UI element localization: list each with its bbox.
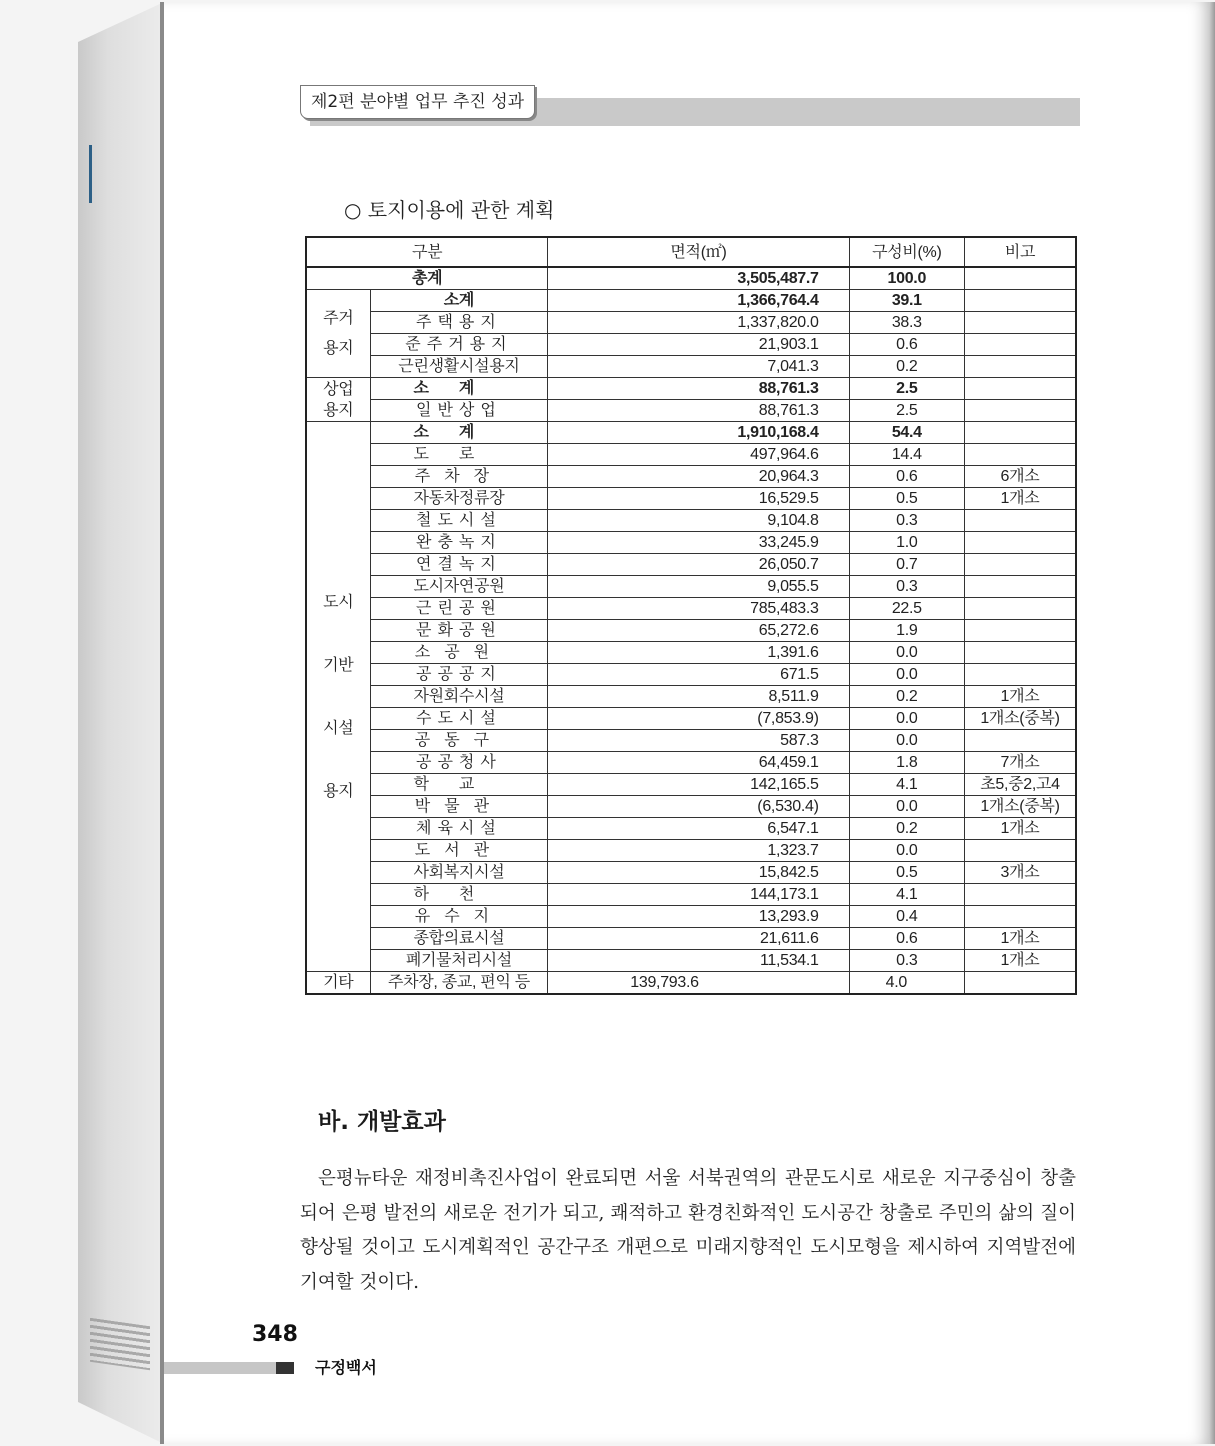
ratio-value: 0.2 <box>849 818 964 840</box>
area-value: 88,761.3 <box>548 378 849 400</box>
area-value: 8,511.9 <box>548 686 849 708</box>
table-row <box>306 884 1076 906</box>
page-edge-shadow <box>1209 2 1215 1444</box>
note-value <box>964 642 1076 664</box>
table-row <box>306 576 1076 598</box>
item-label: 주차장, 종교, 편익 등 <box>370 972 548 995</box>
table-row <box>306 466 1076 488</box>
note-value: 3개소 <box>964 862 1076 884</box>
note-value: 1개소(중복) <box>964 796 1076 818</box>
category-label-part: 시설 <box>323 719 354 737</box>
note-value: 1개소 <box>964 928 1076 950</box>
item-label: 소공원 <box>370 642 548 664</box>
note-value <box>964 620 1076 642</box>
table-row <box>306 400 1076 422</box>
item-label: 연결녹지 <box>370 554 548 576</box>
spine-marker <box>89 145 92 203</box>
ratio-value: 2.5 <box>849 400 964 422</box>
note-value <box>964 356 1076 378</box>
ratio-value: 2.5 <box>849 378 964 400</box>
area-value: 1,366,764.4 <box>548 290 849 312</box>
item-label: 소계 <box>370 290 548 312</box>
item-label: 도로 <box>370 444 548 466</box>
area-value: 139,793.6 <box>548 972 849 995</box>
item-label: 문화공원 <box>370 620 548 642</box>
ratio-value: 0.0 <box>849 840 964 862</box>
ratio-value: 0.6 <box>849 928 964 950</box>
category-label-part: 용지 <box>323 782 354 800</box>
table-row <box>306 818 1076 840</box>
ratio-value: 22.5 <box>849 598 964 620</box>
chapter-tab: 제2편 분야별 업무 추진 성과 <box>300 85 535 119</box>
item-label: 소계 <box>370 422 548 444</box>
area-value: 65,272.6 <box>548 620 849 642</box>
table-row <box>306 708 1076 730</box>
table-row <box>306 950 1076 972</box>
land-use-table <box>305 236 1077 995</box>
ratio-value: 0.3 <box>849 510 964 532</box>
note-value <box>964 884 1076 906</box>
item-label: 하천 <box>370 884 548 906</box>
area-value: 64,459.1 <box>548 752 849 774</box>
ratio-value: 0.6 <box>849 466 964 488</box>
area-value: 671.5 <box>548 664 849 686</box>
ratio-value: 0.5 <box>849 488 964 510</box>
note-value <box>964 972 1076 995</box>
ratio-value: 38.3 <box>849 312 964 334</box>
area-value: 11,534.1 <box>548 950 849 972</box>
item-label: 철도시설 <box>370 510 548 532</box>
table-row <box>306 664 1076 686</box>
area-value: 13,293.9 <box>548 906 849 928</box>
table-row <box>306 730 1076 752</box>
note-value: 1개소 <box>964 950 1076 972</box>
note-value: 7개소 <box>964 752 1076 774</box>
table-row <box>306 862 1076 884</box>
category-label: 상업용지 <box>323 380 354 419</box>
table-row <box>306 554 1076 576</box>
section-heading: ○ 토지이용에 관한 계획 <box>344 198 555 222</box>
ratio-value: 39.1 <box>849 290 964 312</box>
area-value: 1,391.6 <box>548 642 849 664</box>
category-commercial <box>306 378 370 422</box>
note-value <box>964 334 1076 356</box>
table-row-total <box>306 267 1076 290</box>
ratio-value: 4.1 <box>849 884 964 906</box>
ratio-value: 14.4 <box>849 444 964 466</box>
note-value <box>964 510 1076 532</box>
table-row <box>306 642 1076 664</box>
table-row <box>306 928 1076 950</box>
area-value: 9,104.8 <box>548 510 849 532</box>
footer-bar <box>164 1362 276 1374</box>
note-value <box>964 422 1076 444</box>
note-value <box>964 576 1076 598</box>
table-header-row <box>306 237 1076 267</box>
item-label: 종합의료시설 <box>370 928 548 950</box>
total-label: 총계 <box>306 267 548 290</box>
item-label: 근린공원 <box>370 598 548 620</box>
table-row <box>306 532 1076 554</box>
ratio-value: 0.2 <box>849 356 964 378</box>
item-label: 학교 <box>370 774 548 796</box>
ratio-value: 0.3 <box>849 576 964 598</box>
category-infrastructure <box>306 422 370 972</box>
note-value: 6개소 <box>964 466 1076 488</box>
category-residential <box>306 290 370 378</box>
table-row <box>306 840 1076 862</box>
ratio-value: 4.0 <box>849 972 964 995</box>
note-value <box>964 312 1076 334</box>
page-number: 348 <box>252 1322 298 1347</box>
ratio-value: 0.3 <box>849 950 964 972</box>
ratio-value: 54.4 <box>849 422 964 444</box>
table-row <box>306 774 1076 796</box>
footer-block <box>276 1362 294 1374</box>
table-row <box>306 752 1076 774</box>
area-value: 15,842.5 <box>548 862 849 884</box>
area-value: 21,903.1 <box>548 334 849 356</box>
ratio-value: 0.2 <box>849 686 964 708</box>
table-row <box>306 510 1076 532</box>
item-label: 유수지 <box>370 906 548 928</box>
table-row <box>306 796 1076 818</box>
table-row <box>306 378 1076 400</box>
area-value: 20,964.3 <box>548 466 849 488</box>
item-label: 체육시설 <box>370 818 548 840</box>
area-value: (7,853.9) <box>548 708 849 730</box>
total-area: 3,505,487.7 <box>548 267 849 290</box>
table-row <box>306 488 1076 510</box>
header-note: 비고 <box>964 237 1076 267</box>
note-value <box>964 400 1076 422</box>
area-value: 1,910,168.4 <box>548 422 849 444</box>
category-label: 주거용지 <box>323 309 354 357</box>
area-value: (6,530.4) <box>548 796 849 818</box>
item-label: 자원회수시설 <box>370 686 548 708</box>
item-label: 준주거용지 <box>370 334 548 356</box>
note-value <box>964 730 1076 752</box>
note-value <box>964 378 1076 400</box>
item-label: 박물관 <box>370 796 548 818</box>
table-row <box>306 686 1076 708</box>
table-row <box>306 422 1076 444</box>
ratio-value: 0.0 <box>849 708 964 730</box>
item-label: 도서관 <box>370 840 548 862</box>
area-value: 88,761.3 <box>548 400 849 422</box>
book-spine-side <box>78 2 164 1444</box>
area-value: 587.3 <box>548 730 849 752</box>
area-value: 26,050.7 <box>548 554 849 576</box>
table-row <box>306 598 1076 620</box>
item-label: 소계 <box>370 378 548 400</box>
ratio-value: 0.4 <box>849 906 964 928</box>
area-value: 9,055.5 <box>548 576 849 598</box>
table-row <box>306 444 1076 466</box>
note-value: 1개소 <box>964 686 1076 708</box>
item-label: 완충녹지 <box>370 532 548 554</box>
area-value: 6,547.1 <box>548 818 849 840</box>
item-label: 자동차정류장 <box>370 488 548 510</box>
item-label: 도시자연공원 <box>370 576 548 598</box>
table-row <box>306 906 1076 928</box>
table-row <box>306 620 1076 642</box>
item-label: 공공공지 <box>370 664 548 686</box>
area-value: 142,165.5 <box>548 774 849 796</box>
category-label-part: 도시 <box>323 593 354 611</box>
table-row <box>306 356 1076 378</box>
ratio-value: 0.7 <box>849 554 964 576</box>
area-value: 785,483.3 <box>548 598 849 620</box>
ratio-value: 0.5 <box>849 862 964 884</box>
development-heading: 바. 개발효과 <box>318 1109 446 1135</box>
ratio-value: 0.0 <box>849 642 964 664</box>
total-ratio: 100.0 <box>849 267 964 290</box>
note-value: 1개소 <box>964 488 1076 510</box>
header-category: 구분 <box>306 237 548 267</box>
note-value <box>964 598 1076 620</box>
development-paragraph: 은평뉴타운 재정비촉진사업이 완료되면 서울 서북권역의 관문도시로 새로운 지구중심이 창출되어 은평 발전의 새로운 전기가 되고, 쾌적하고 환경친화적인 도시공간 창출로 주민의 삶의 질이 향상될 것이고 도시계획적인 공간구조 개편으로 미래지향적인 도시모형을 제시하여 지역발전에 기여할 것이다. <box>300 1168 1076 1293</box>
area-value: 1,323.7 <box>548 840 849 862</box>
table-row <box>306 334 1076 356</box>
item-label: 폐기물처리시설 <box>370 950 548 972</box>
note-value <box>964 444 1076 466</box>
ratio-value: 4.1 <box>849 774 964 796</box>
area-value: 21,611.6 <box>548 928 849 950</box>
area-value: 7,041.3 <box>548 356 849 378</box>
table-row <box>306 290 1076 312</box>
ratio-value: 1.9 <box>849 620 964 642</box>
category-label-part: 기반 <box>323 656 354 674</box>
spine-stripe <box>90 1318 150 1370</box>
area-value: 144,173.1 <box>548 884 849 906</box>
note-value <box>964 554 1076 576</box>
area-value: 1,337,820.0 <box>548 312 849 334</box>
area-value: 16,529.5 <box>548 488 849 510</box>
note-value <box>964 906 1076 928</box>
table-row <box>306 972 1076 995</box>
ratio-value: 0.6 <box>849 334 964 356</box>
note-value: 초5,중2,고4 <box>964 774 1076 796</box>
total-note <box>964 267 1076 290</box>
header-ratio: 구성비(%) <box>849 237 964 267</box>
note-value <box>964 840 1076 862</box>
item-label: 공공청사 <box>370 752 548 774</box>
item-label: 주차장 <box>370 466 548 488</box>
item-label: 일반상업 <box>370 400 548 422</box>
ratio-value: 0.0 <box>849 796 964 818</box>
item-label: 주택용지 <box>370 312 548 334</box>
area-value: 497,964.6 <box>548 444 849 466</box>
item-label: 공동구 <box>370 730 548 752</box>
item-label: 근린생활시설용지 <box>370 356 548 378</box>
area-value: 33,245.9 <box>548 532 849 554</box>
ratio-value: 0.0 <box>849 730 964 752</box>
note-value <box>964 290 1076 312</box>
header-area: 면적(㎡) <box>548 237 849 267</box>
note-value <box>964 532 1076 554</box>
note-value: 1개소 <box>964 818 1076 840</box>
note-value <box>964 664 1076 686</box>
item-label: 사회복지시설 <box>370 862 548 884</box>
table-row <box>306 312 1076 334</box>
ratio-value: 1.0 <box>849 532 964 554</box>
item-label: 수도시설 <box>370 708 548 730</box>
book-title: 구정백서 <box>315 1358 377 1377</box>
ratio-value: 0.0 <box>849 664 964 686</box>
category-other: 기타 <box>306 972 370 995</box>
ratio-value: 1.8 <box>849 752 964 774</box>
note-value: 1개소(중복) <box>964 708 1076 730</box>
